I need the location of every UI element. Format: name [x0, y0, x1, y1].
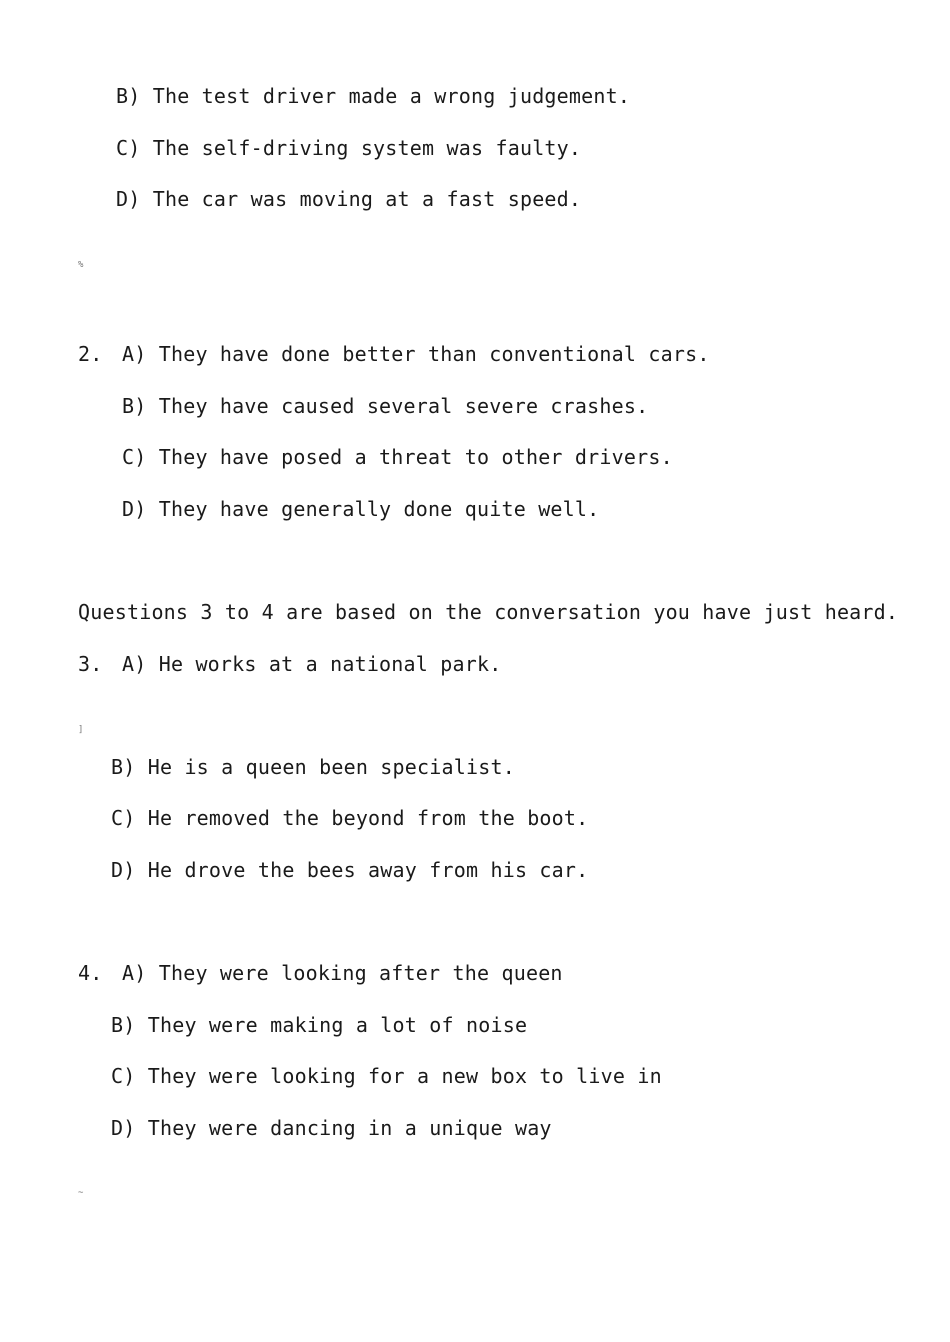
q2-option-a-row	[78, 342, 710, 366]
q2-option-c: C) They have posed a threat to other drivers.	[122, 445, 673, 469]
q2-number: 2.	[78, 342, 103, 366]
q2-option-b: B) They have caused several severe crashes.	[122, 394, 649, 418]
stray-mark-percent: %	[78, 260, 84, 270]
q3-number: 3.	[78, 652, 103, 676]
section-heading: Questions 3 to 4 are based on the conversation you have just heard.	[78, 600, 899, 624]
stray-mark-tilde: ~	[78, 1188, 84, 1198]
q2-option-a: A) They have done better than conventional cars.	[122, 342, 710, 366]
q3-option-c: C) He removed the beyond from the boot.	[111, 806, 589, 830]
q4-option-b: B) They were making a lot of noise	[111, 1013, 528, 1037]
q4-option-d: D) They were dancing in a unique way	[111, 1116, 552, 1140]
q3-option-a-row	[78, 652, 501, 676]
q1-option-b: B) The test driver made a wrong judgement.	[116, 84, 631, 108]
q4-option-a-row	[78, 961, 563, 985]
q4-option-c: C) They were looking for a new box to live in	[111, 1064, 662, 1088]
q3-option-d: D) He drove the bees away from his car.	[111, 858, 589, 882]
q1-option-d: D) The car was moving at a fast speed.	[116, 187, 582, 211]
q2-option-d: D) They have generally done quite well.	[122, 497, 600, 521]
stray-mark-bracket: ]	[78, 725, 84, 735]
q4-number: 4.	[78, 961, 103, 985]
q1-option-c: C) The self-driving system was faulty.	[116, 136, 582, 160]
q4-option-a: A) They were looking after the queen	[122, 961, 563, 985]
q3-option-b: B) He is a queen been specialist.	[111, 755, 515, 779]
q3-option-a: A) He works at a national park.	[122, 652, 502, 676]
